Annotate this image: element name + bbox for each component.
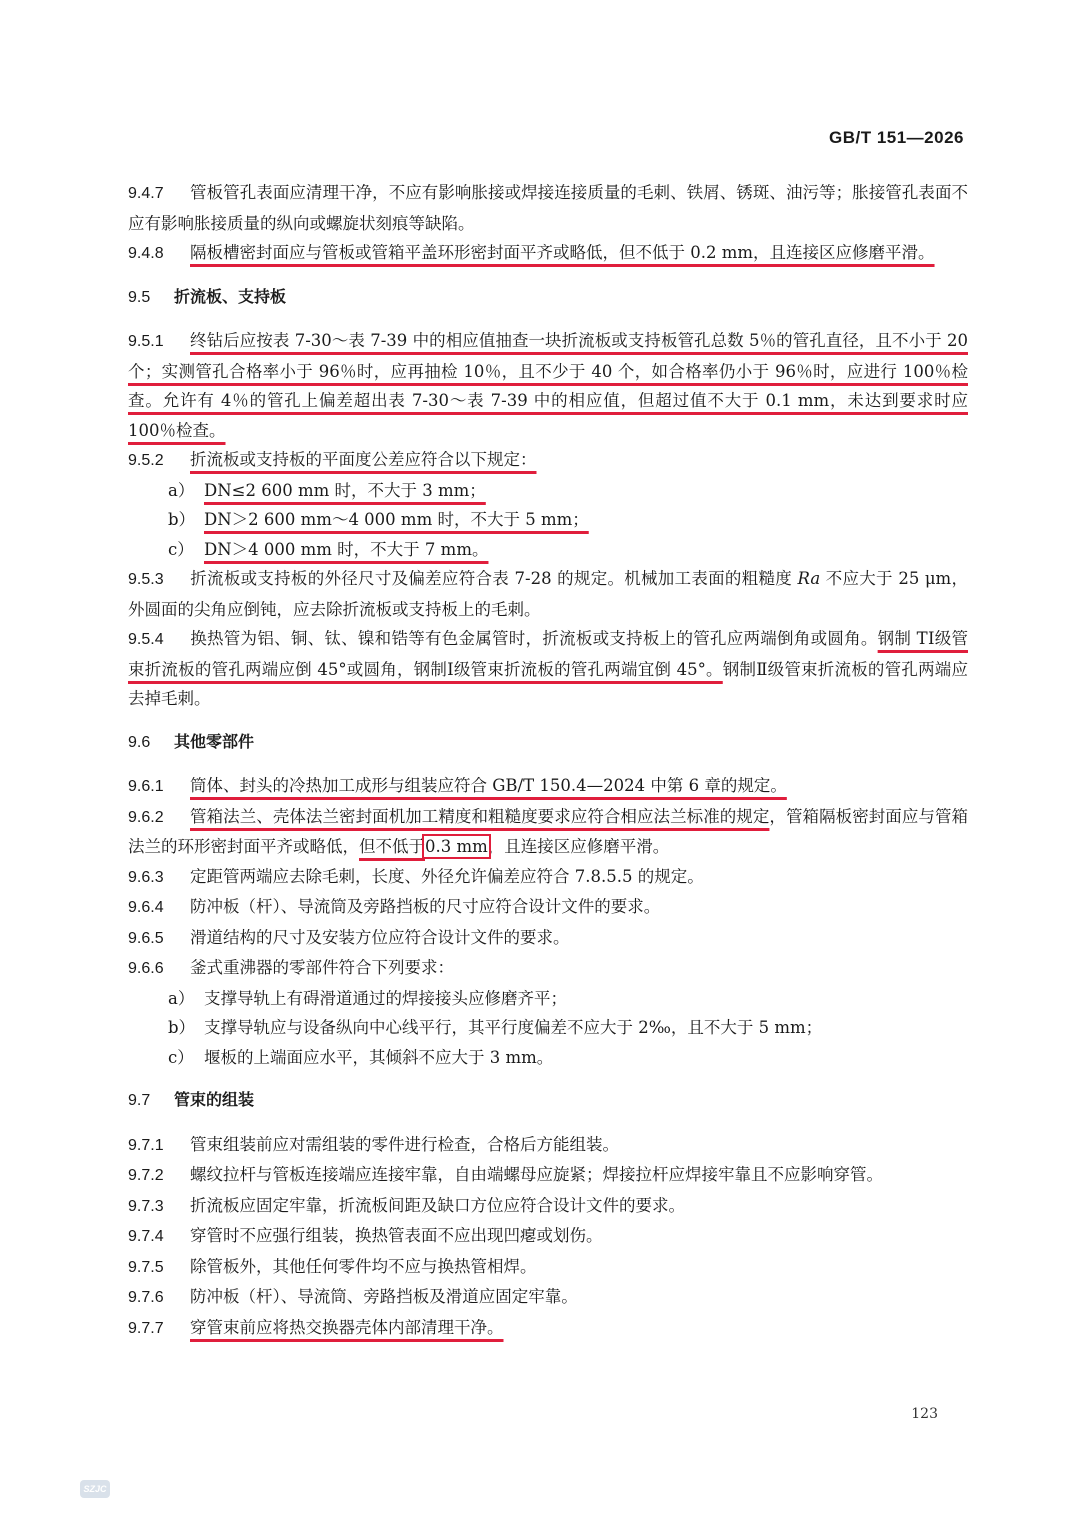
clause-9-5-1: [128, 326, 968, 445]
section-title: 其他零部件: [174, 733, 255, 751]
clause-9-7-6: 9.7.6 防冲板（杆）、导流筒、旁路挡板及滑道应固定牢靠。: [128, 1287, 578, 1306]
clause-text: 终钻后应按表 7-30～表 7-39 中的相应值抽查一块折流板或支持板管孔总数 5％的管孔直径，且不小于 20 个；实测管孔合格率小于 96％时，应再抽检 10％，且不少于 40 个，如合格率仍小于 96％时，应进行 100％检查。允许有 4％的管孔上偏差超出表 7-30～表 7-39 中的相应值，但超过值不大于 0.1 mm，未达到要求时应 100％检查。: [128, 331, 968, 440]
standard-code: GB/T 151—2026: [828, 128, 964, 147]
clause-number: 9.6.1: [128, 778, 164, 795]
clause-9-6-3: 9.6.3 定距管两端应去除毛刺，长度、外径允许偏差应符合 7.8.5.5 的规定。: [128, 866, 704, 886]
clause-9-7-5: 9.7.5 除管板外，其他任何零件均不应与换热管相焊。: [128, 1256, 537, 1276]
clause-text: 折流板或支持板的平面度公差应符合以下规定：: [190, 450, 537, 469]
clause-text: 穿管束前应将热交换器壳体内部清理干净。: [190, 1317, 504, 1337]
clause-text: 隔板槽密封面应与管板或管箱平盖环形密封面平齐或略低，但不低于 0.2 mm，且连接区应修磨平滑。: [190, 243, 935, 262]
clause-9-7-4: 9.7.4 穿管时不应强行组装，换热管表面不应出现凹瘪或划伤。: [128, 1226, 603, 1245]
section-number: 9.7: [128, 1092, 151, 1109]
clause-9-6-2: 9.6.2 管箱法兰、壳体法兰密封面机加工精度和粗糙度要求应符合相应法兰标准的规定，管箱隔板密封面应与管箱法兰的环形密封面平齐或略低，但不低于0.3 mm，且连接区应修磨平滑。: [128, 802, 968, 862]
clause-9-4-7: [128, 178, 968, 238]
clause-9-6-1: [128, 771, 968, 802]
clause-number: 9.4.7: [128, 185, 164, 202]
clause-9-7-7: 9.7.7 穿管束前应将热交换器壳体内部清理干净。: [128, 1317, 504, 1337]
list-item: b） 支撑导轨应与设备纵向中心线平行，其平行度偏差不应大于 2‰，且不大于 5 mm；: [168, 1018, 823, 1037]
document-body: [128, 178, 968, 1343]
list-item: c） 堰板的上端面应水平，其倾斜不应大于 3 mm。: [168, 1047, 554, 1067]
clause-number: 9.5.4: [128, 631, 164, 648]
roughness-symbol: Ra: [797, 569, 821, 588]
clause-text: 管板管孔表面应清理干净，不应有影响胀接或焊接连接质量的毛刺、铁屑、锈斑、油污等；胀接管孔表面不应有影响胀接质量的纵向或螺旋状刻痕等缺陷。: [128, 183, 968, 233]
list-item: a） DN≤2 600 mm 时，不大于 3 mm；: [168, 480, 486, 500]
clause-9-5-2: [128, 445, 968, 476]
clause-9-6-6: 9.6.6 釜式重沸器的零部件符合下列要求：: [128, 958, 454, 977]
clause-number: 9.5.3: [128, 571, 164, 588]
section-heading-9-6: [128, 728, 968, 758]
clause-number: 9.6.2: [128, 808, 164, 826]
clause-9-7-1: 9.7.1 管束组装前应对需组装的零件进行检查，合格后方能组装。: [128, 1134, 619, 1154]
list-item: b） DN＞2 600 mm～4 000 mm 时，不大于 5 mm；: [168, 510, 589, 529]
clause-number: 9.5.2: [128, 452, 164, 469]
clause-9-5-4: 9.5.4 换热管为铝、铜、钛、镍和锆等有色金属管时，折流板或支持板上的管孔应两端倒角或圆角。钢制 TⅠ级管束折流板的管孔两端应倒 45°或圆角，钢制Ⅰ级管束折流板的管孔两端宜倒 45°。钢制Ⅱ级管束折流板的管孔两端应去掉毛刺。: [128, 624, 968, 714]
section-heading-9-5: [128, 283, 968, 313]
list-item: a） 支撑导轨上有碍滑道通过的焊接接头应修磨齐平；: [168, 988, 567, 1008]
section-title: 管束的组装: [174, 1092, 255, 1109]
section-number: 9.6: [128, 733, 151, 751]
clause-number: 9.4.8: [128, 245, 164, 262]
page-number: 123: [911, 1406, 938, 1422]
section-heading-9-7: [128, 1086, 968, 1116]
watermark-logo: SZJC: [80, 1480, 110, 1498]
clause-9-6-4: 9.6.4 防冲板（杆）、导流筒及旁路挡板的尺寸应符合设计文件的要求。: [128, 897, 661, 916]
clause-9-4-8: [128, 238, 968, 269]
clause-9-6-5: 9.6.5 滑道结构的尺寸及安装方位应符合设计文件的要求。: [128, 927, 570, 947]
clause-text: 筒体、封头的冷热加工成形与组装应符合 GB/T 150.4—2024 中第 6 章的规定。: [190, 776, 787, 795]
list-item: c） DN＞4 000 mm 时，不大于 7 mm。: [168, 539, 489, 559]
clause-9-7-3: 9.7.3 折流板应固定牢靠，折流板间距及缺口方位应符合设计文件的要求。: [128, 1195, 685, 1215]
section-number: 9.5: [128, 288, 151, 306]
section-title: 折流板、支持板: [174, 288, 287, 306]
clause-number: 9.5.1: [128, 333, 164, 350]
clause-9-7-2: 9.7.2 螺纹拉杆与管板连接端应连接牢靠，自由端螺母应旋紧；焊接拉杆应焊接牢靠且不应影响穿管。: [128, 1165, 883, 1184]
boxed-value: 0.3 mm: [425, 837, 488, 856]
clause-9-5-3: 9.5.3 折流板或支持板的外径尺寸及偏差应符合表 7-28 的规定。机械加工表面的粗糙度 Ra 不应大于 25 μm，外圆面的尖角应倒钝，应去除折流板或支持板上的毛刺。: [128, 564, 968, 624]
highlighted-text: 钢制 TⅠ级管束折流板的管孔两端应倒 45°或圆角，钢制Ⅰ级管束折流板的管孔两端宜倒 45°。: [128, 629, 968, 679]
